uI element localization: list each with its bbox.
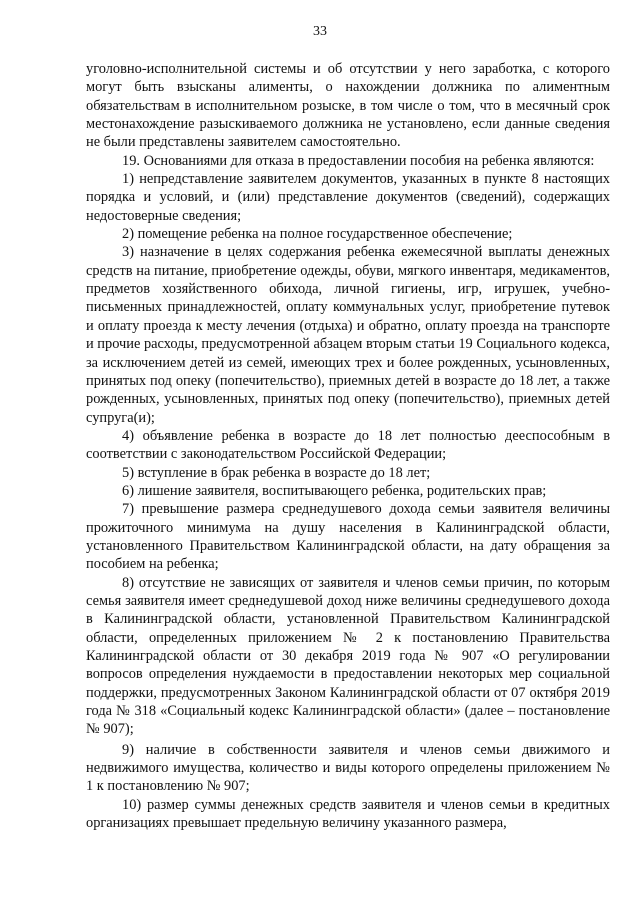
list-item-7: 7) превышение размера среднедушевого дохода семьи заявителя величины прожиточного минимума на душу населения в Калининградской области, установленного Правительством Калининградской области, на дату обращения за пособием на ребенка; — [86, 501, 610, 573]
list-item-5: 5) вступление в брак ребенка в возрасте до 18 лет; — [122, 464, 431, 481]
paragraph-item-19: 19. Основаниями для отказа в предоставлении пособия на ребенка являются: — [122, 152, 595, 169]
list-item-3: 3) назначение в целях содержания ребенка ежемесячной выплаты денежных средств на питание, приобретение одежды, обуви, мягкого инвентаря, медикаментов, предметов хозяйственного обихода, личной гигиены, игр, игрушек, учебно-письменных принадлежностей, оплату коммунальных услуг, приобретение путевок и оплату проезда к месту лечения (отдыха) и обратно, оплату проезда на транспорте и прочие расходы, предусмотренной абзацем вторым статьи 19 Социального кодекса, за исключением детей из семей, имеющих трех и более рожденных, усыновленных, принятых под опеку (попечительство), приемных детей в возрасте до 18 лет, а также рожденных, усыновленных, принятых под опеку (попечительство), приемных детей супруга(и); — [86, 244, 610, 426]
list-item-6: 6) лишение заявителя, воспитывающего ребенка, родительских прав; — [122, 482, 547, 499]
list-item-9: 9) наличие в собственности заявителя и членов семьи движимого и недвижимого имущества, количество и виды которого определены приложением № 1 к постановлению № 907; — [86, 741, 610, 795]
document-body — [86, 60, 610, 832]
page-number: 33 — [313, 24, 327, 39]
list-item-1: 1) непредставление заявителем документов, указанных в пункте 8 настоящих порядка и условий, и (или) представление документов (сведений), содержащих недостоверные сведения; — [86, 171, 610, 224]
list-item-10: 10) размер суммы денежных средств заявителя и членов семьи в кредитных организациях превышает предельную величину указанного размера, — [86, 796, 610, 832]
list-item-8: 8) отсутствие не зависящих от заявителя и членов семьи причин, по которым семья заявителя имеет среднедушевой доход ниже величины среднедушевого дохода в Калининградской области, установленной Правительством Калининградской области, определенных приложением № 2 к постановлению Правительства Калининградской области от 30 декабря 2019 года № 907 «О регулировании вопросов определения нуждаемости в предоставлении некоторых мер социальной поддержки, предусмотренных Законом Калининградской области от 07 октября 2019 года № 318 «Социальный кодекс Калининградской области» (далее – постановление № 907); — [86, 574, 610, 738]
list-item-2: 2) помещение ребенка на полное государственное обеспечение; — [122, 226, 513, 243]
paragraph-continuation: уголовно-исполнительной системы и об отсутствии у него заработка, с которого могут быть взысканы алименты, о нахождении должника по алиментным обязательствам в исполнительном розыске, в том числе о том, что в месячный срок местонахождение разыскиваемого должника не установлено, если данные сведения не были представлены заявителем самостоятельно. — [86, 61, 610, 151]
list-item-4: 4) объявление ребенка в возрасте до 18 лет полностью дееспособным в соответствии с законодательством Российской Федерации; — [86, 427, 610, 463]
